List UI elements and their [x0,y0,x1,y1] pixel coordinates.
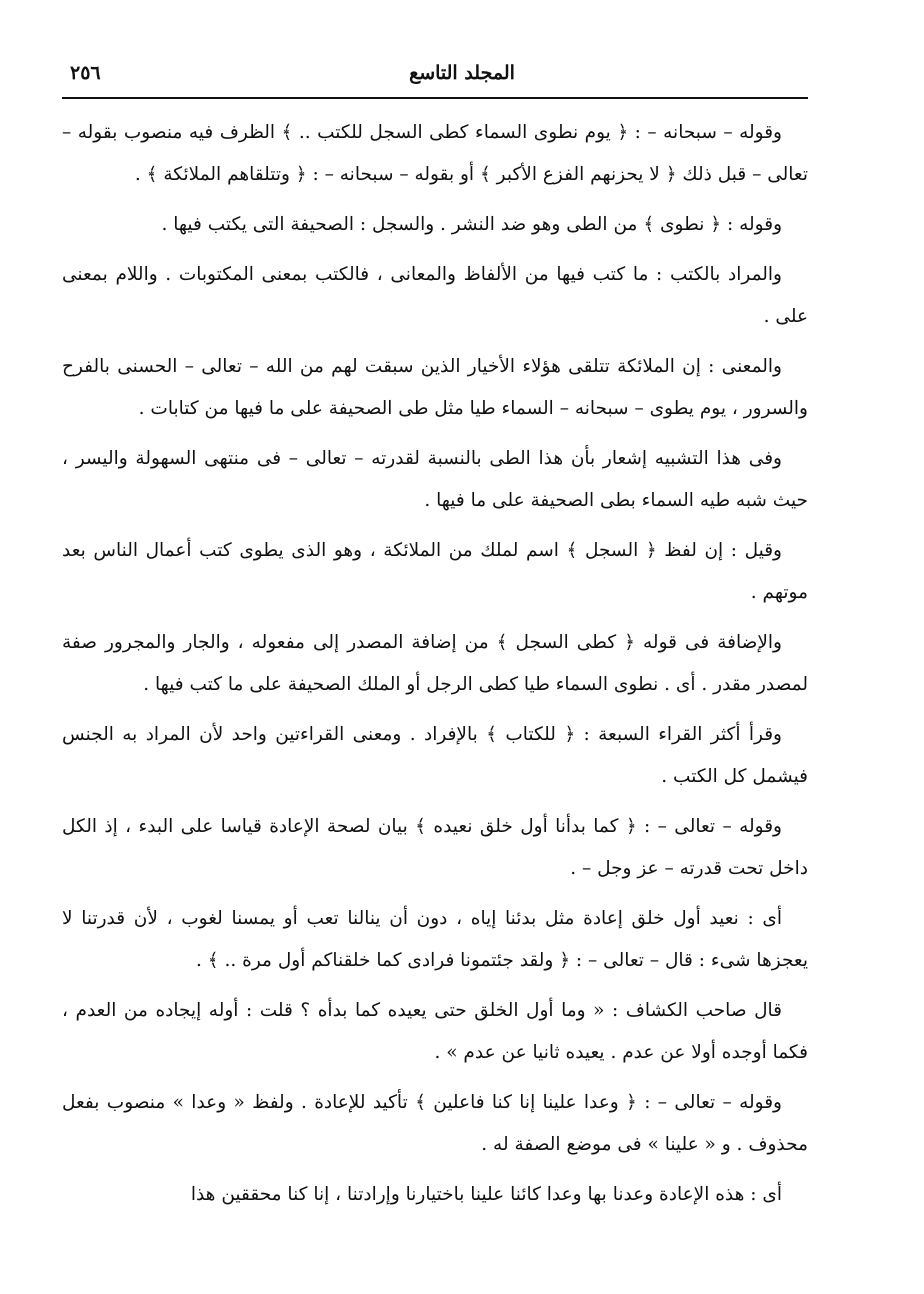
paragraph: أى : نعيد أول خلق إعادة مثل بدئنا إياه ، دون أن ينالنا تعب أو يمسنا لغوب ، لأن قدرتنا لا يعجزها شىء : قال – تعالى – : ﴿ ولقد جئتمونا فرادى كما خلقناكم أول مرة .. ﴾ . [62,908,808,971]
paragraph: وقيل : إن لفظ ﴿ السجل ﴾ اسم لملك من الملائكة ، وهو الذى يطوى كتب أعمال الناس بعد موتهم . [62,540,808,603]
paragraph: والمراد بالكتب : ما كتب فيها من الألفاظ والمعانى ، فالكتب بمعنى المكتوبات . واللام بمعنى على . [62,264,808,327]
paragraph: قال صاحب الكشاف : « وما أول الخلق حتى يعيده كما بدأه ؟ قلت : أوله إيجاده من العدم ، فكما أوجده أولا عن عدم . يعيده ثانيا عن عدم » . [62,1000,808,1063]
page-body [62,112,808,1224]
paragraph: وقوله : ﴿ نطوى ﴾ من الطى وهو ضد النشر . والسجل : الصحيفة التى يكتب فيها . [161,214,782,235]
paragraph: والمعنى : إن الملائكة تتلقى هؤلاء الأخيار الذين سبقت لهم من الله – تعالى – الحسنى بالفرح والسرور ، يوم يطوى – سبحانه – السماء طيا مثل طى الصحيفة على ما فيها من كتابات . [62,356,808,419]
paragraph: وقوله – سبحانه – : ﴿ يوم نطوى السماء كطى السجل للكتب .. ﴾ الظرف فيه منصوب بقوله – تعالى – قبل ذلك ﴿ لا يحزنهم الفزع الأكبر ﴾ أو بقوله – سبحانه – : ﴿ وتتلقاهم الملائكة ﴾ . [62,122,808,185]
paragraph: وقوله – تعالى – : ﴿ وعدا علينا إنا كنا فاعلين ﴾ تأكيد للإعادة . ولفظ « وعدا » منصوب بفعل محذوف . و « علينا » فى موضع الصفة له . [62,1092,808,1155]
paragraph: والإضافة فى قوله ﴿ كطى السجل ﴾ من إضافة المصدر إلى مفعوله ، والجار والمجرور صفة لمصدر مقدر . أى . نطوى السماء طيا كطى الرجل أو الملك الصحيفة على ما كتب فيها . [62,632,808,695]
paragraph: وفى هذا التشبيه إشعار بأن هذا الطى بالنسبة لقدرته – تعالى – فى منتهى السهولة واليسر ، حيث شبه طيه السماء بطى الصحيفة على ما فيها . [62,448,808,511]
paragraph: وقرأ أكثر القراء السبعة : ﴿ للكتاب ﴾ بالإفراد . ومعنى القراءتين واحد لأن المراد به الجنس فيشمل كل الكتب . [62,724,808,787]
header-rule [62,97,808,99]
paragraph: أى : هذه الإعادة وعدنا بها وعدا كائنا علينا باختيارنا وإرادتنا ، إنا كنا محققين هذا [190,1184,782,1205]
paragraph: وقوله – تعالى – : ﴿ كما بدأنا أول خلق نعيده ﴾ بيان لصحة الإعادة قياسا على البدء ، إذ الكل داخل تحت قدرته – عز وجل – . [62,816,808,879]
running-title: المجلد التاسع [409,62,515,84]
page-number: ٢٥٦ [70,62,101,84]
